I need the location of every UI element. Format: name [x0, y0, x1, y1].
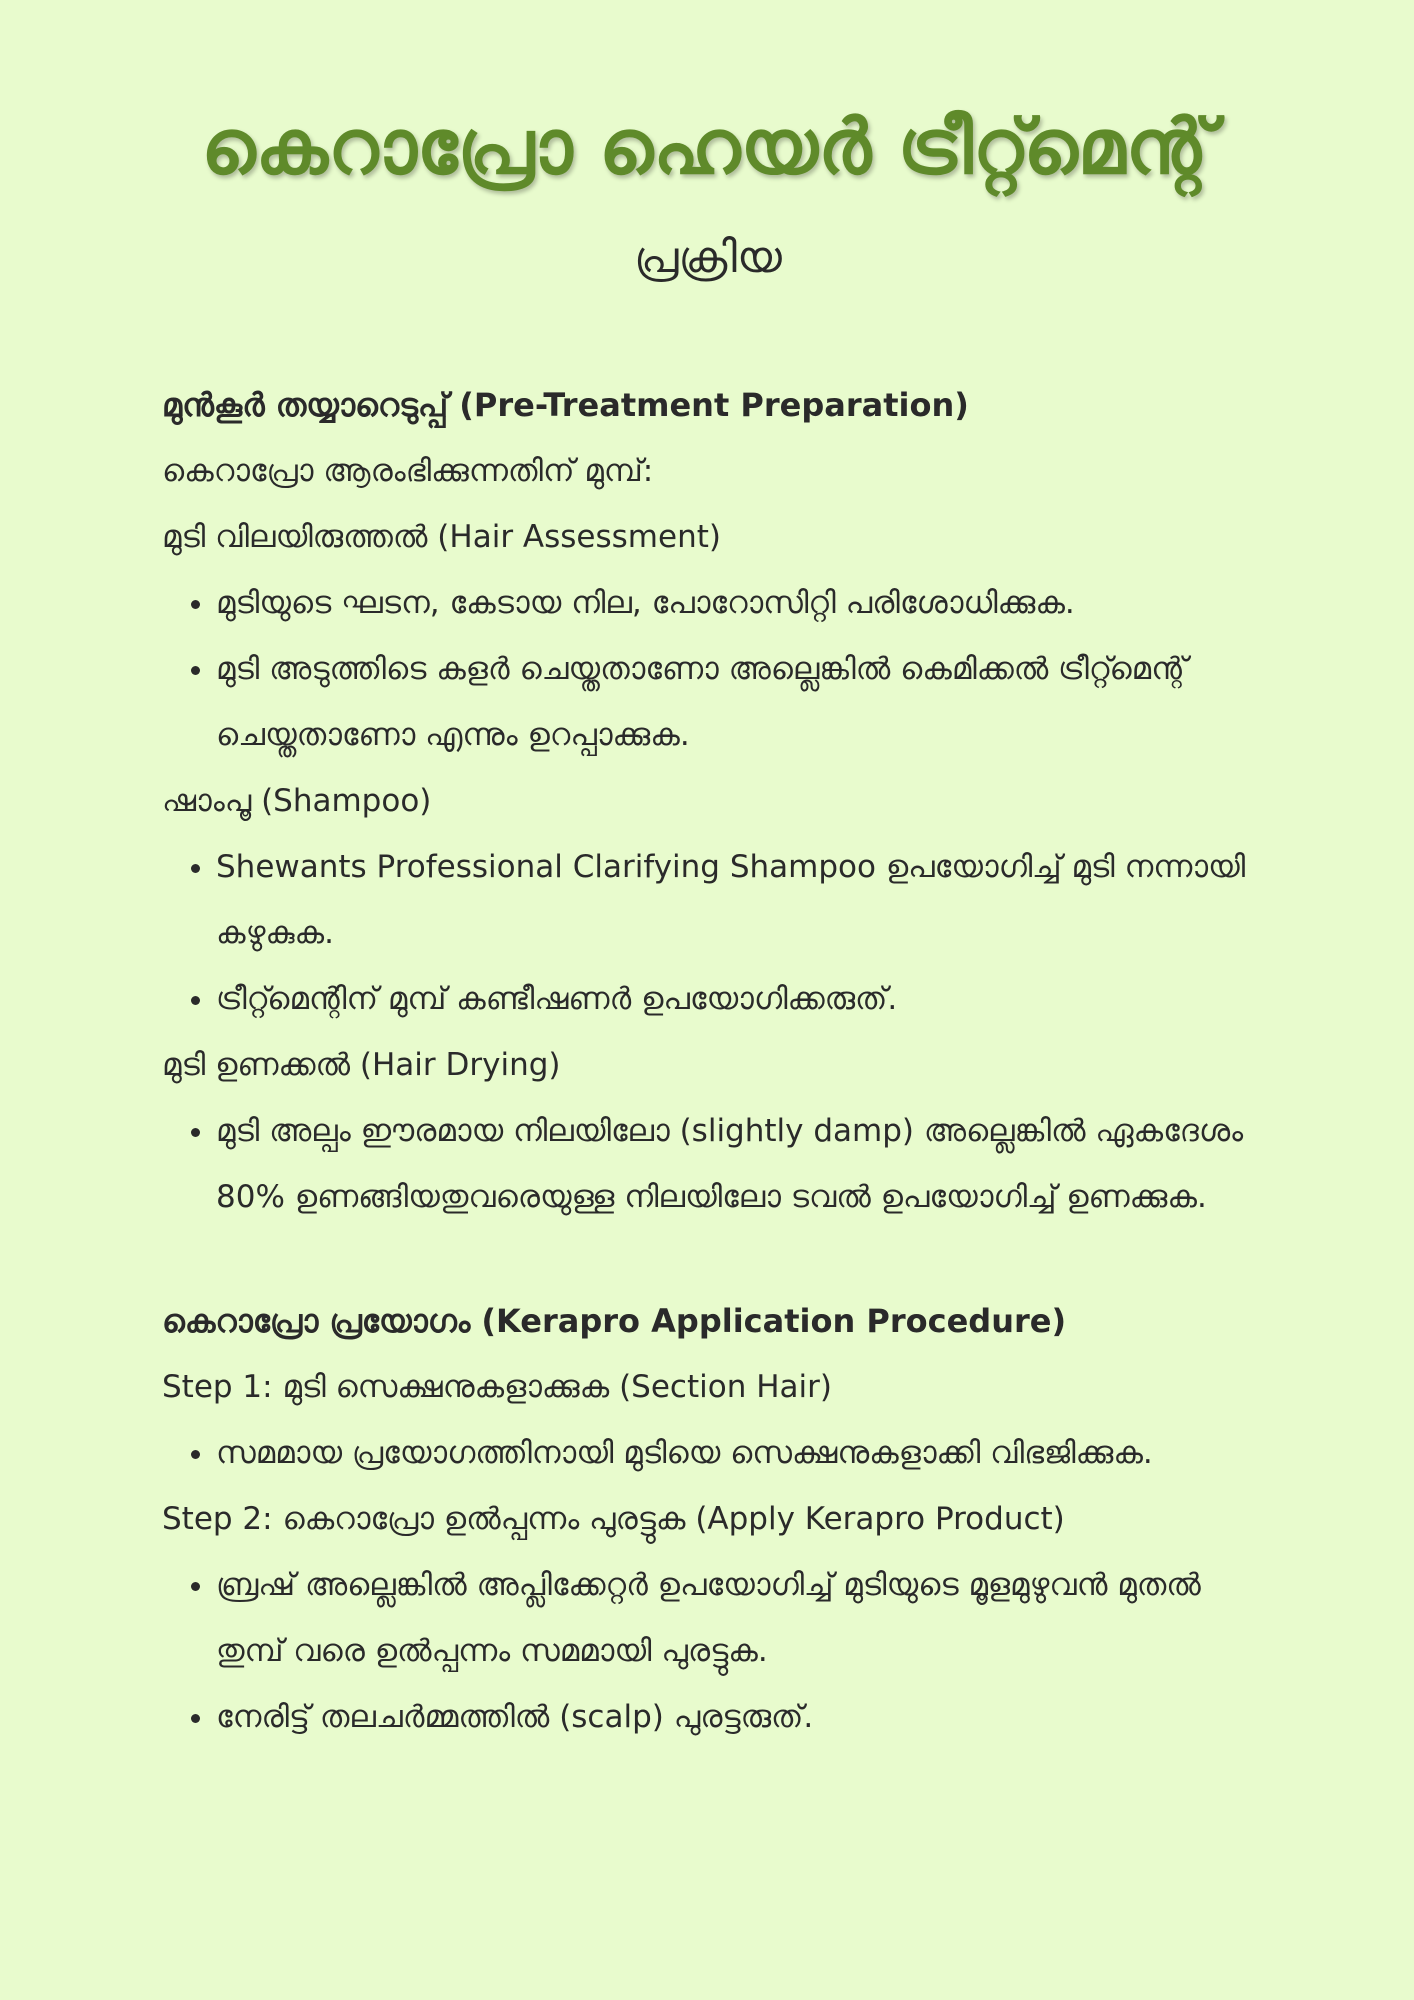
section-pre-treatment: [162, 372, 1254, 1230]
list-item: • നേരിട്ട് തലചർമ്മത്തിൽ (scalp) പുരട്ടരുത്.: [216, 1684, 1254, 1750]
bullet-list: [162, 834, 1254, 1032]
section-application-procedure: [162, 1288, 1254, 1750]
group-label-shampoo: ഷാംപൂ (Shampoo): [162, 783, 432, 819]
group-label-hair-assessment: മുടി വിലയിരുത്തൽ (Hair Assessment): [162, 519, 721, 555]
list-item: • മുടി അടുത്തിടെ കളർ ചെയ്തതാണോ അല്ലെങ്കിൽ കെമിക്കൽ ട്രീറ്റ്മെന്റ് ചെയ്തതാണോ എന്നും ഉറപ്പാക്കുക.: [216, 636, 1254, 768]
list-item: • മുടിയുടെ ഘടന, കേടായ നില, പോറോസിറ്റി പരിശോധിക്കുക.: [216, 570, 1254, 636]
group-label-hair-drying: മുടി ഉണക്കൽ (Hair Drying): [162, 1047, 561, 1083]
page-subtitle: പ്രക്രിയ: [634, 232, 782, 283]
section-heading: മുൻകൂർ തയ്യാറെടുപ്പ് (Pre-Treatment Preparation): [162, 386, 969, 424]
section-heading: കെറാപ്രോ പ്രയോഗം (Kerapro Application Procedure): [162, 1302, 1067, 1340]
bullet-list: [162, 570, 1254, 768]
bullet-list: [162, 1420, 1254, 1486]
bullet-list: [162, 1552, 1254, 1750]
step-label-section-hair: Step 1: മുടി സെക്ഷനുകളാക്കുക (Section Hair): [162, 1369, 832, 1405]
list-item: • Shewants Professional Clarifying Shampoo ഉപയോഗിച്ച് മുടി നന്നായി കഴുകുക.: [216, 834, 1254, 966]
bullet-list: [162, 1098, 1254, 1230]
list-item: • ബ്രഷ് അല്ലെങ്കിൽ അപ്ലിക്കേറ്റർ ഉപയോഗിച്ച് മുടിയുടെ മൂളമുഴുവൻ മുതൽ തുമ്പ് വരെ ഉൽപ്പന്നം സമമായി പുരട്ടുക.: [216, 1552, 1254, 1684]
list-item: • മുടി അല്പം ഈരമായ നിലയിലോ (slightly damp) അല്ലെങ്കിൽ ഏകദേശം 80% ഉണങ്ങിയതുവരെയുള്ള നിലയിലോ ടവൽ ഉപയോഗിച്ച് ഉണക്കുക.: [216, 1098, 1254, 1230]
page-title: കെറാപ്രോ ഹെയർ ട്രീറ്റ്മെന്റ്: [201, 102, 1215, 191]
list-item: • ട്രീറ്റ്മെന്റിന് മുമ്പ് കണ്ടീഷണർ ഉപയോഗിക്കരുത്.: [216, 966, 1254, 1032]
step-label-apply-product: Step 2: കെറാപ്രോ ഉൽപ്പന്നം പുരട്ടുക (Apply Kerapro Product): [162, 1501, 1065, 1537]
section-intro: കെറാപ്രോ ആരംഭിക്കുന്നതിന് മുമ്പ്:: [162, 453, 654, 489]
list-item: • സമമായ പ്രയോഗത്തിനായി മുടിയെ സെക്ഷനുകളാക്കി വിഭജിക്കുക.: [216, 1420, 1254, 1486]
